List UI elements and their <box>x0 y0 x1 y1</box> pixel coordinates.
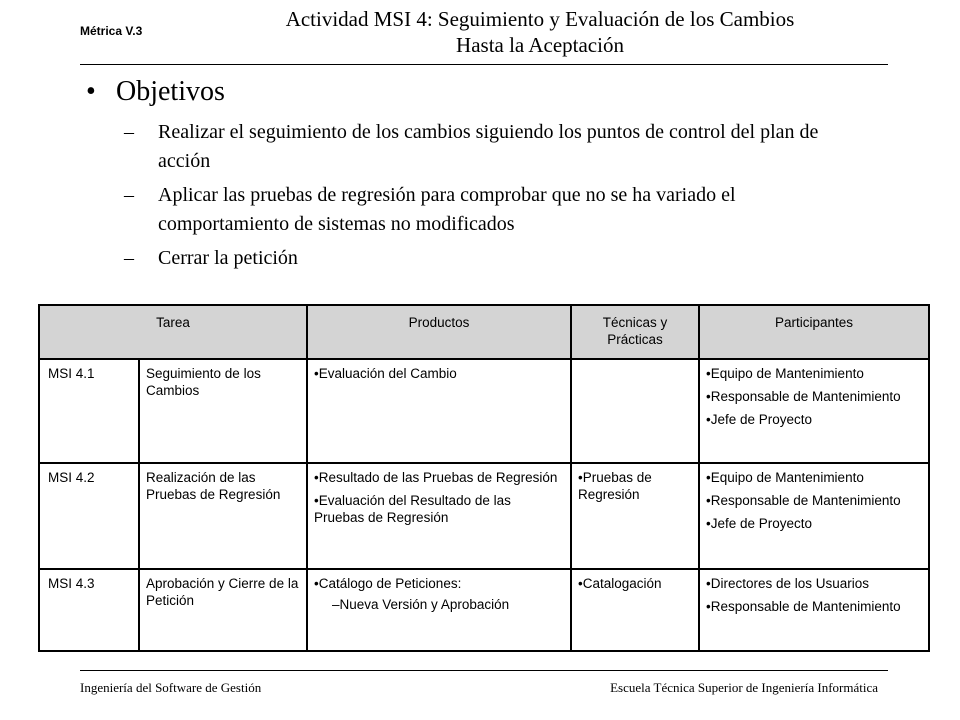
col-header-tecnicas: Técnicas y Prácticas <box>571 305 699 359</box>
slide-title <box>190 6 890 58</box>
table-header-row <box>39 305 929 359</box>
task-id: MSI 4.3 <box>39 569 139 651</box>
metrica-badge: Métrica V.3 <box>80 24 143 38</box>
task-name: Aprobación y Cierre de la Petición <box>139 569 307 651</box>
task-name: Seguimiento de los Cambios <box>139 359 307 463</box>
objectives-list <box>124 118 844 278</box>
objectives-heading-text: Objetivos <box>116 76 225 107</box>
tasks-table <box>38 304 930 652</box>
slide-title-line-2: Hasta la Aceptación <box>456 33 624 57</box>
dash-icon: – <box>124 184 134 206</box>
participante-item: • Jefe de Proyecto <box>706 411 922 428</box>
tecnica-item: • Catalogación <box>578 575 692 592</box>
objective-item <box>124 118 844 176</box>
table-row <box>39 359 929 463</box>
task-participantes <box>699 463 929 569</box>
dash-icon: – <box>124 247 134 269</box>
table-row <box>39 569 929 651</box>
task-productos <box>307 463 571 569</box>
task-productos <box>307 569 571 651</box>
footer-school: Escuela Técnica Superior de Ingeniería Informática <box>610 680 878 695</box>
objective-text: Aplicar las pruebas de regresión para comprobar que no se ha variado el comportamiento de sistemas no modificados <box>158 184 736 235</box>
participante-item: • Responsable de Mantenimiento <box>706 598 922 615</box>
objectives-heading <box>86 75 225 109</box>
task-participantes <box>699 569 929 651</box>
task-tecnicas <box>571 463 699 569</box>
dash-icon: – <box>124 121 134 143</box>
producto-item: • Catálogo de Peticiones: <box>314 575 564 592</box>
objective-item <box>124 181 844 239</box>
task-participantes <box>699 359 929 463</box>
table-row <box>39 463 929 569</box>
col-header-tarea: Tarea <box>39 305 307 359</box>
objective-text: Cerrar la petición <box>158 247 298 269</box>
footer-divider <box>80 670 888 671</box>
task-id: MSI 4.2 <box>39 463 139 569</box>
header-divider <box>80 64 888 65</box>
participante-item: • Directores de los Usuarios <box>706 575 922 592</box>
task-name: Realización de las Pruebas de Regresión <box>139 463 307 569</box>
participante-item: • Responsable de Mantenimiento <box>706 492 922 509</box>
objective-text: Realizar el seguimiento de los cambios siguiendo los puntos de control del plan de acción <box>158 121 819 172</box>
task-productos <box>307 359 571 463</box>
participante-item: • Responsable de Mantenimiento <box>706 388 922 405</box>
task-id: MSI 4.1 <box>39 359 139 463</box>
tecnica-item: • Pruebas de Regresión <box>578 469 692 503</box>
bullet-icon: • <box>86 76 96 107</box>
participante-item: • Jefe de Proyecto <box>706 515 922 532</box>
producto-subitem: –Nueva Versión y Aprobación <box>332 597 510 612</box>
producto-item: • Evaluación del Resultado de las Pruebas de Regresión <box>314 492 564 526</box>
task-tecnicas <box>571 569 699 651</box>
producto-item: • Resultado de las Pruebas de Regresión <box>314 469 564 486</box>
col-header-productos: Productos <box>307 305 571 359</box>
producto-item: • Evaluación del Cambio <box>314 365 564 382</box>
participante-item: • Equipo de Mantenimiento <box>706 365 922 382</box>
objective-item <box>124 244 844 273</box>
slide-title-line-1: Actividad MSI 4: Seguimiento y Evaluación de los Cambios <box>285 7 795 31</box>
participante-item: • Equipo de Mantenimiento <box>706 469 922 486</box>
col-header-participantes: Participantes <box>699 305 929 359</box>
task-tecnicas <box>571 359 699 463</box>
footer-course: Ingeniería del Software de Gestión <box>80 680 262 695</box>
